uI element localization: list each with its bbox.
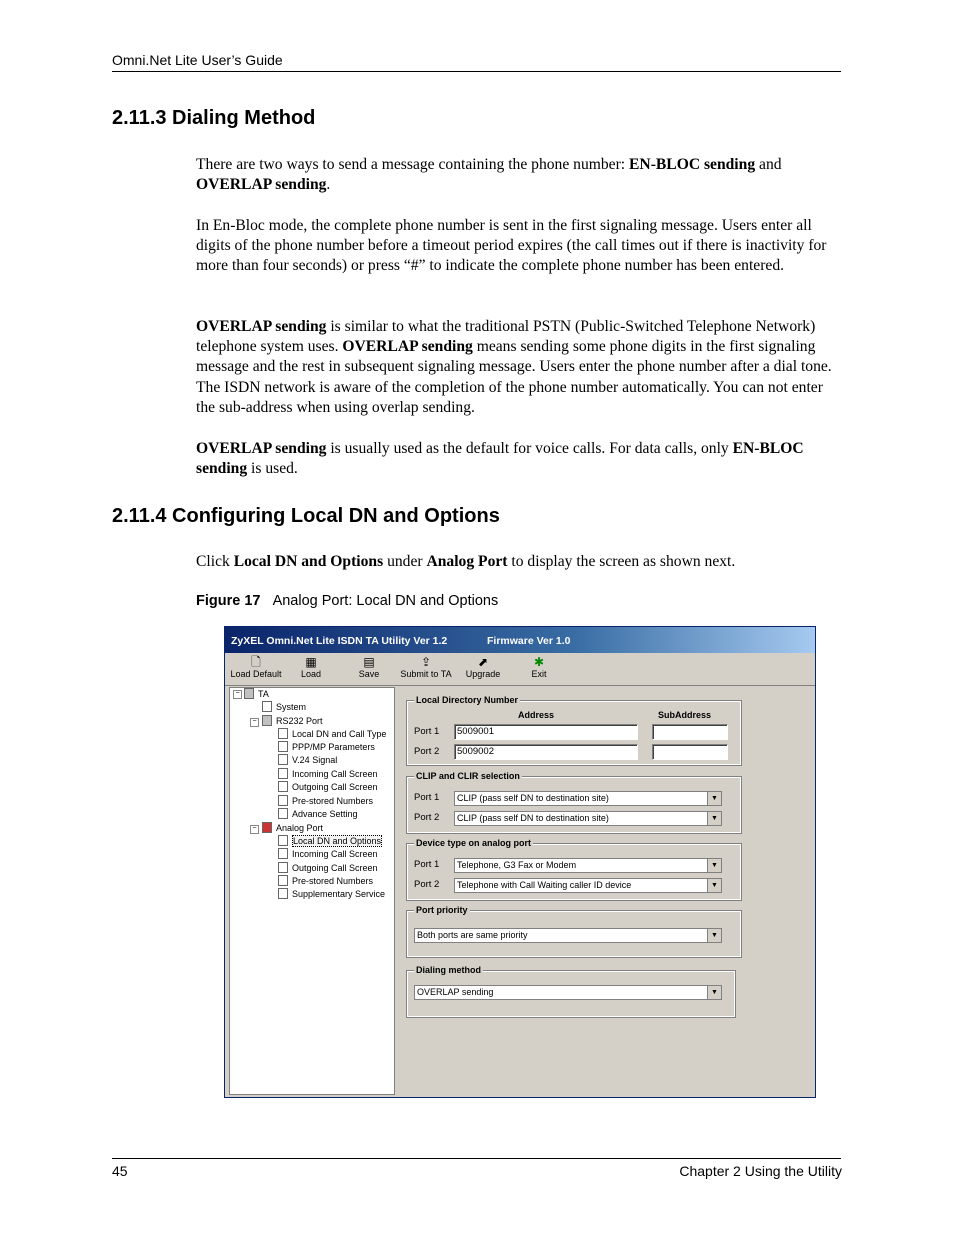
tree-item-rs232[interactable]: PPP/MP Parameters — [278, 741, 375, 752]
chevron-down-icon: ▼ — [707, 792, 721, 805]
port2-clip-select[interactable]: CLIP (pass self DN to destination site) ▼ — [454, 811, 722, 826]
load-button[interactable]: ▦ Load — [300, 655, 322, 679]
chevron-down-icon: ▼ — [707, 812, 721, 825]
running-header: Omni.Net Lite User’s Guide — [112, 52, 283, 68]
tree-item-rs232[interactable]: Local DN and Call Type — [278, 728, 386, 739]
collapse-toggle[interactable]: − — [250, 825, 259, 834]
utility-window — [224, 626, 816, 1098]
tree-node-ta[interactable]: TA — [244, 688, 269, 699]
submit-icon: ⇪ — [420, 655, 432, 669]
chevron-down-icon: ▼ — [707, 859, 721, 872]
page-icon — [278, 741, 288, 752]
collapse-toggle[interactable]: − — [250, 718, 259, 727]
tree-node-rs232-port[interactable]: RS232 Port — [262, 715, 323, 726]
port2-subaddress-input[interactable] — [652, 744, 728, 760]
tree-item-analog[interactable]: Pre-stored Numbers — [278, 875, 373, 886]
page-icon — [278, 781, 288, 792]
load-default-button[interactable]: 🗋 Load Default — [230, 655, 282, 679]
section-title-local-dn: 2.11.4 Configuring Local DN and Options — [112, 505, 500, 527]
port-icon — [262, 715, 272, 726]
save-icon: ▤ — [363, 655, 375, 669]
firmware-version: Firmware Ver 1.0 — [487, 635, 571, 647]
tree-item-analog[interactable]: Supplementary Service — [278, 888, 385, 899]
page-icon — [278, 795, 288, 806]
page-icon — [278, 808, 288, 819]
group-dialing-method: Dialing method OVERLAP sending ▼ — [407, 971, 735, 1017]
dialing-method-select[interactable]: OVERLAP sending ▼ — [414, 985, 722, 1000]
page-icon — [278, 768, 288, 779]
page-icon: 🗋 — [251, 655, 261, 669]
collapse-toggle[interactable]: − — [233, 690, 242, 699]
section-title-dialing-method: 2.11.3 Dialing Method — [112, 107, 316, 129]
page-icon — [278, 875, 288, 886]
device-icon — [244, 688, 254, 699]
group-port-priority: Port priority Both ports are same priority ▼ — [407, 911, 741, 957]
phone-icon — [262, 822, 272, 833]
port1-clip-select[interactable]: CLIP (pass self DN to destination site) ▼ — [454, 791, 722, 806]
tree-item-analog-selected[interactable]: Local DN and Options — [278, 835, 382, 846]
tree-node-analog-port[interactable]: Analog Port — [262, 822, 323, 833]
tree-item-rs232[interactable]: Incoming Call Screen — [278, 768, 378, 779]
toolbar — [225, 653, 815, 686]
exit-button[interactable]: ✱ Exit — [531, 655, 547, 679]
page-icon — [278, 728, 288, 739]
figure-caption: Figure 17 Analog Port: Local DN and Options — [196, 593, 499, 609]
paragraph-click: Click Local DN and Options under Analog Port to display the screen as shown next. — [196, 553, 736, 570]
page-icon — [278, 848, 288, 859]
tree-item-rs232[interactable]: V.24 Signal — [278, 754, 337, 765]
paragraph-default: OVERLAP sending is usually used as the default for voice calls. For data calls, only EN-BLOC sending is used. — [196, 440, 804, 478]
page-icon — [278, 862, 288, 873]
page-icon — [278, 888, 288, 899]
chevron-down-icon: ▼ — [707, 879, 721, 892]
paragraph-intro: There are two ways to send a message containing the phone number: EN-BLOC sending and OVERLAP sending. — [196, 156, 782, 194]
footer-rule — [112, 1158, 841, 1159]
upgrade-button[interactable]: ⬈ Upgrade — [465, 655, 501, 679]
tree-item-rs232[interactable]: Advance Setting — [278, 808, 358, 819]
group-device-type: Device type on analog port Port 1 Telephone, G3 Fax or Modem ▼ Port 2 Telephone with Call Waiting caller ID device ▼ — [407, 844, 741, 900]
page-icon — [262, 701, 272, 712]
tree-item-rs232[interactable]: Outgoing Call Screen — [278, 781, 378, 792]
port1-address-input[interactable]: 5009001 — [454, 724, 638, 740]
header-rule — [112, 71, 841, 72]
port1-device-select[interactable]: Telephone, G3 Fax or Modem ▼ — [454, 858, 722, 873]
group-clip-clir: CLIP and CLIR selection Port 1 CLIP (pass self DN to destination site) ▼ Port 2 CLIP (pass self DN to destination site) ▼ — [407, 777, 741, 833]
port2-address-input[interactable]: 5009002 — [454, 744, 638, 760]
paragraph-enbloc: In En-Bloc mode, the complete phone number is sent in the first signaling message. Users enter all digits of the phone number before a timeout period expires (the call times out if there is inactivity for more than four seconds) or press “#” to indicate the complete phone number has been entered. — [196, 217, 827, 275]
upgrade-icon: ⬈ — [477, 655, 489, 669]
page-icon — [278, 835, 288, 846]
window-title: ZyXEL Omni.Net Lite ISDN TA Utility Ver 1.2 — [231, 635, 448, 647]
chapter-footer: Chapter 2 Using the Utility — [679, 1163, 842, 1179]
page-icon — [278, 754, 288, 765]
port-priority-select[interactable]: Both ports are same priority ▼ — [414, 928, 722, 943]
paragraph-overlap: OVERLAP sending is similar to what the traditional PSTN (Public-Switched Telephone Network) telephone system uses. OVERLAP sending means sending some phone digits in the first signaling message and the rest in subsequent signaling message. Users enter the phone number after a dial tone. The ISDN network is aware of the completion of the phone number automatically. You can not enter the sub-address when using overlap sending. — [196, 318, 832, 416]
group-local-directory-number: Local Directory Number Address SubAddress Port 1 5009001 Port 2 5009002 — [407, 701, 741, 765]
tree-item-analog[interactable]: Incoming Call Screen — [278, 848, 378, 859]
exit-icon: ✱ — [533, 655, 545, 669]
tree-item-analog[interactable]: Outgoing Call Screen — [278, 862, 378, 873]
navigation-tree — [229, 687, 395, 1095]
page-number: 45 — [112, 1163, 128, 1179]
save-button[interactable]: ▤ Save — [358, 655, 380, 679]
chevron-down-icon: ▼ — [707, 986, 721, 999]
load-icon: ▦ — [305, 655, 317, 669]
settings-panel — [401, 687, 813, 1095]
port2-device-select[interactable]: Telephone with Call Waiting caller ID device ▼ — [454, 878, 722, 893]
submit-to-ta-button[interactable]: ⇪ Submit to TA — [400, 655, 452, 679]
tree-item-rs232[interactable]: Pre-stored Numbers — [278, 795, 373, 806]
chevron-down-icon: ▼ — [707, 929, 721, 942]
port1-subaddress-input[interactable] — [652, 724, 728, 740]
window-titlebar[interactable] — [225, 627, 815, 653]
tree-node-system[interactable]: System — [262, 701, 306, 712]
